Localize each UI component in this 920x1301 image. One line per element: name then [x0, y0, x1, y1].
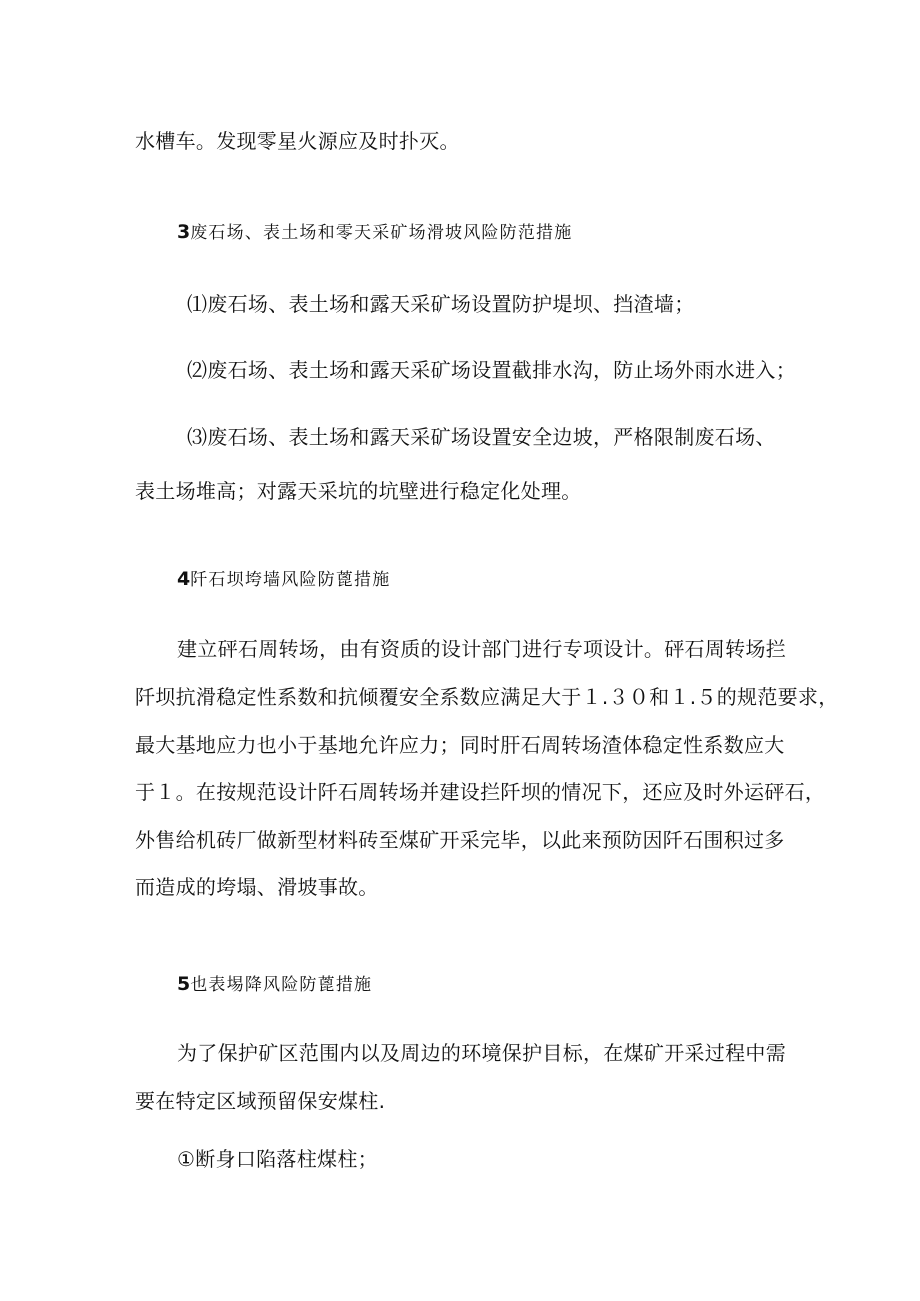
section-number: 4 — [177, 568, 191, 590]
list-item-3: ⑶废石场、表土场和露天采矿场设置安全边坡，严格限制废石场、 — [187, 425, 776, 449]
body-paragraph-line: 为了保护矿区范围内以及周边的环境保护目标，在煤矿开采过程中需 — [177, 1041, 786, 1065]
list-item-3-continuation: 表土场堆高；对露天采坑的坑壁进行稳定化处理。 — [135, 479, 582, 503]
body-paragraph-line: 于１。在按规范设计阡石周转场并建设拦阡坝的情况下，还应及时外运砰石， — [135, 780, 826, 804]
body-paragraph-line: 而造成的垮塌、滑坡事故。 — [135, 875, 379, 899]
section-heading-5 — [177, 971, 372, 998]
body-paragraph-line: 建立砰石周转场，由有资质的设计部门进行专项设计。砰石周转场拦 — [177, 637, 786, 661]
body-paragraph-line: 最大基地应力也小于基地允许应力；同时肝石周转场渣体稳定性系数应大 — [135, 733, 785, 757]
body-paragraph-line: 外售给机砖厂做新型材料砖至煤矿开采完毕，以此来预防因阡石围积过多 — [135, 828, 785, 852]
section-heading-3 — [177, 219, 572, 246]
section-number: 3 — [177, 221, 191, 243]
section-title: 废石场、表土场和零天采矿场滑坡风险防范措施 — [190, 223, 573, 243]
section-title: 阡石坝垮墙风险防蓖措施 — [190, 570, 391, 590]
section-heading-4 — [177, 566, 390, 593]
list-item-1: ⑴废石场、表土场和露天采矿场设置防护堤坝、挡渣墙； — [187, 292, 695, 316]
paragraph-continuation: 水槽车。发现零星火源应及时扑灭。 — [135, 129, 460, 153]
section-title: 也表埸降风险防蓖措施 — [190, 975, 373, 995]
section-number: 5 — [177, 973, 191, 995]
list-item-circled-1: ①断身口陷落柱煤柱； — [177, 1147, 378, 1171]
body-paragraph-line: 要在特定区域预留保安煤柱. — [135, 1089, 386, 1113]
body-paragraph-line: 阡坝抗滑稳定性系数和抗倾覆安全系数应满足大于１.３０和１.５的规范要求， — [135, 685, 839, 709]
list-item-2: ⑵废石场、表土场和露天采矿场设置截排水沟，防止场外雨水进入； — [187, 358, 796, 382]
